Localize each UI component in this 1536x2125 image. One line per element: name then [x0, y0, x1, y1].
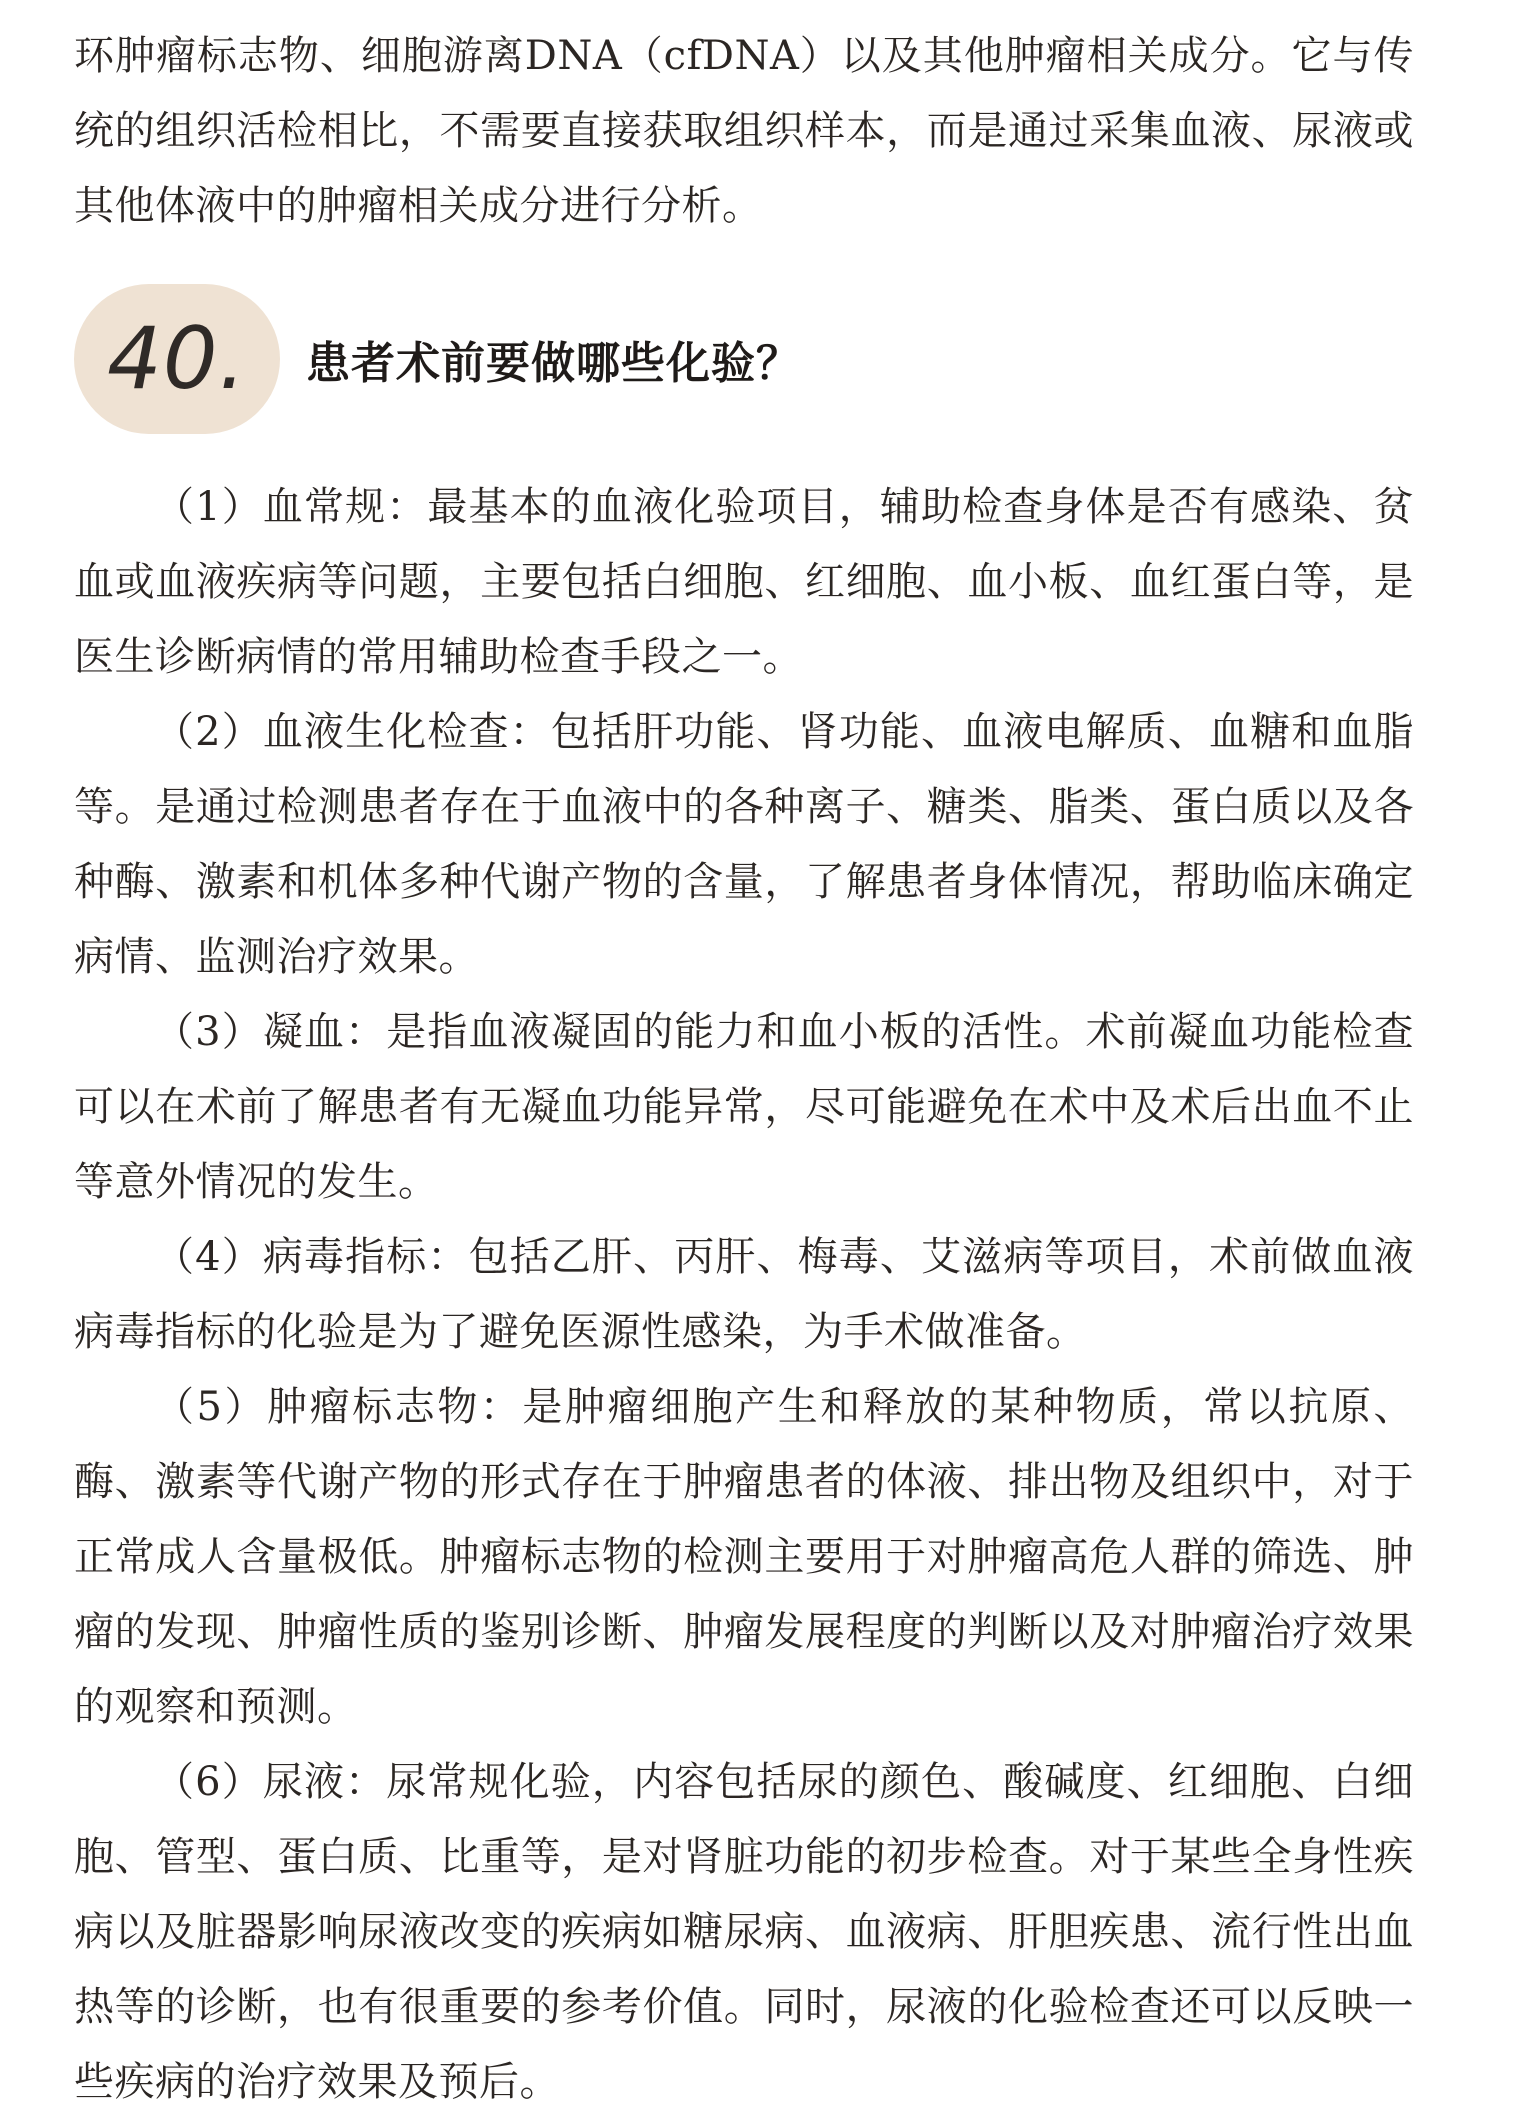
list-item: （3）凝血：是指血液凝固的能力和血小板的活性。术前凝血功能检查可以在术前了解患者有无凝血功能异常，尽可能避免在术中及术后出血不止等意外情况的发生。	[74, 1009, 1414, 1205]
section-heading	[74, 284, 801, 434]
intro-paragraph: 环肿瘤标志物、细胞游离DNA（cfDNA）以及其他肿瘤相关成分。它与传统的组织活检相比，不需要直接获取组织样本，而是通过采集血液、尿液或其他体液中的肿瘤相关成分进行分析。	[74, 33, 1414, 229]
section-title: 患者术前要做哪些化验？	[306, 338, 801, 389]
list-item: （2）血液生化检查：包括肝功能、肾功能、血液电解质、血糖和血脂等。是通过检测患者存在于血液中的各种离子、糖类、脂类、蛋白质以及各种酶、激素和机体多种代谢产物的含量，了解患者身体情况，帮助临床确定病情、监测治疗效果。	[74, 709, 1414, 980]
section-number-badge	[74, 284, 280, 434]
item-list	[74, 470, 1414, 2120]
list-item: （4）病毒指标：包括乙肝、丙肝、梅毒、艾滋病等项目，术前做血液病毒指标的化验是为了避免医源性感染，为手术做准备。	[74, 1234, 1414, 1355]
list-item: （6）尿液：尿常规化验，内容包括尿的颜色、酸碱度、红细胞、白细胞、管型、蛋白质、比重等，是对肾脏功能的初步检查。对于某些全身性疾病以及脏器影响尿液改变的疾病如糖尿病、血液病、肝胆疾患、流行性出血热等的诊断，也有很重要的参考价值。同时，尿液的化验检查还可以反映一些疾病的治疗效果及预后。	[74, 1759, 1414, 2105]
list-item: （1）血常规：最基本的血液化验项目，辅助检查身体是否有感染、贫血或血液疾病等问题，主要包括白细胞、红细胞、血小板、血红蛋白等，是医生诊断病情的常用辅助检查手段之一。	[74, 484, 1414, 680]
list-item: （5）肿瘤标志物：是肿瘤细胞产生和释放的某种物质，常以抗原、酶、激素等代谢产物的形式存在于肿瘤患者的体液、排出物及组织中，对于正常成人含量极低。肿瘤标志物的检测主要用于对肿瘤高危人群的筛选、肿瘤的发现、肿瘤性质的鉴别诊断、肿瘤发展程度的判断以及对肿瘤治疗效果的观察和预测。	[74, 1384, 1414, 1730]
section-number: 40.	[107, 309, 247, 409]
